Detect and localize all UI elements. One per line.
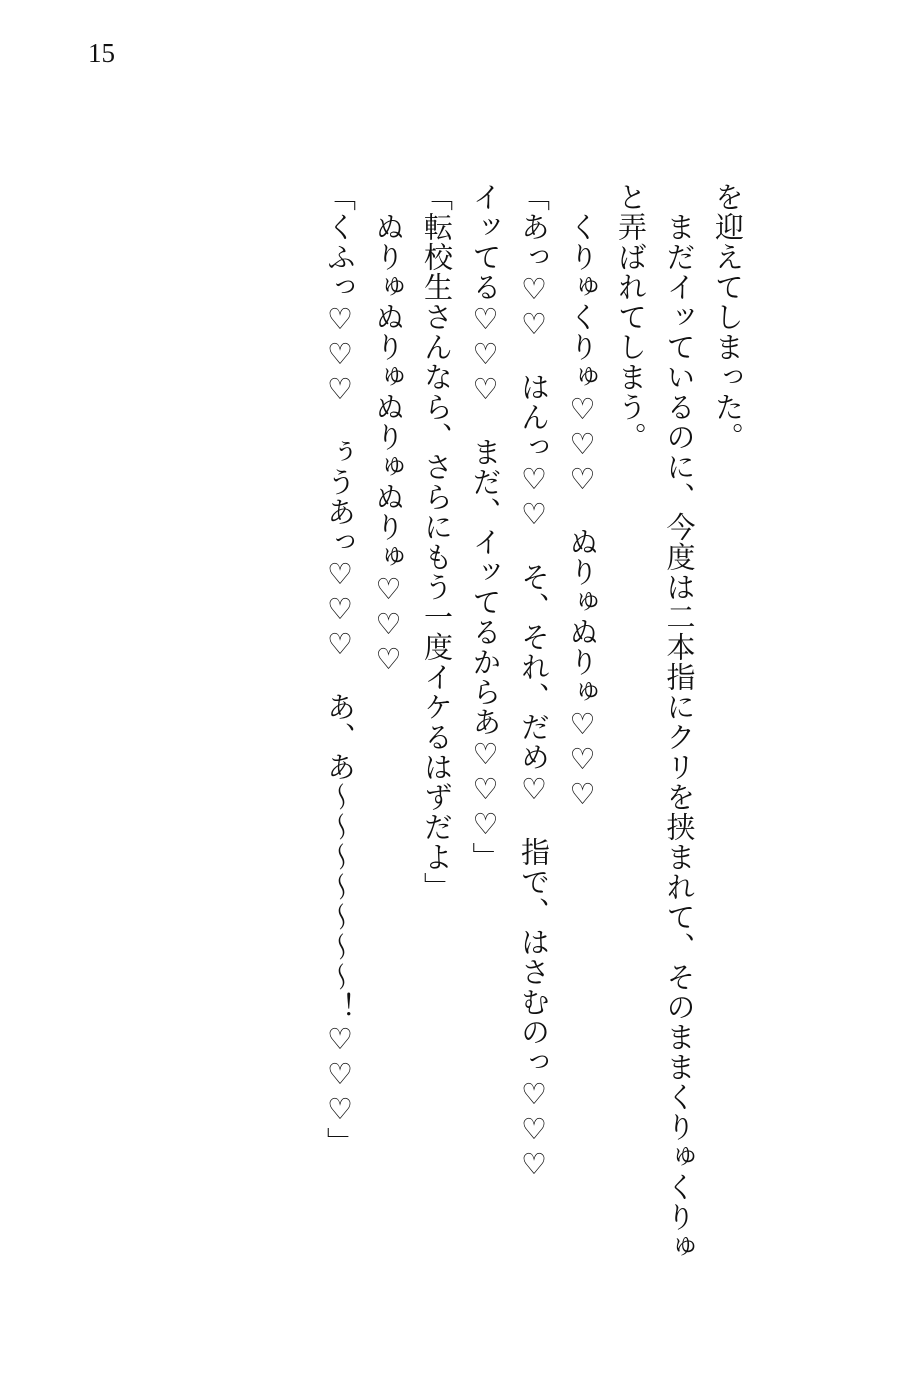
text-line: ぬりゅぬりゅぬりゅぬりゅ♡♡♡ <box>371 182 406 677</box>
text-line: を迎えてしまった。 <box>711 182 745 452</box>
dialogue-line: イッてる♡♡♡ まだ、イッてるからあ♡♡♡」 <box>468 182 503 872</box>
dialogue-line: 「くふっ♡♡♡ ぅうあっ♡♡♡ あ、あ〜〜〜〜〜〜〜！♡♡♡」 <box>323 182 357 1157</box>
text-line: くりゅくりゅ♡♡♡ ぬりゅぬりゅ♡♡♡ <box>565 182 600 812</box>
text-line: まだイッているのに、今度は二本指にクリを挟まれて、そのままくりゅくりゅ <box>662 182 697 1262</box>
vertical-text-body <box>316 182 753 1312</box>
dialogue-line: 「転校生さんなら、さらにもう一度イケるはずだよ」 <box>420 182 454 902</box>
text-line: と弄ばれてしまう。 <box>614 182 648 452</box>
page-number: 15 <box>88 38 115 68</box>
dialogue-line: 「あっ♡♡ はんっ♡♡ そ、それ、だめ♡ 指で、はさむのっ♡♡♡ <box>517 182 551 1182</box>
